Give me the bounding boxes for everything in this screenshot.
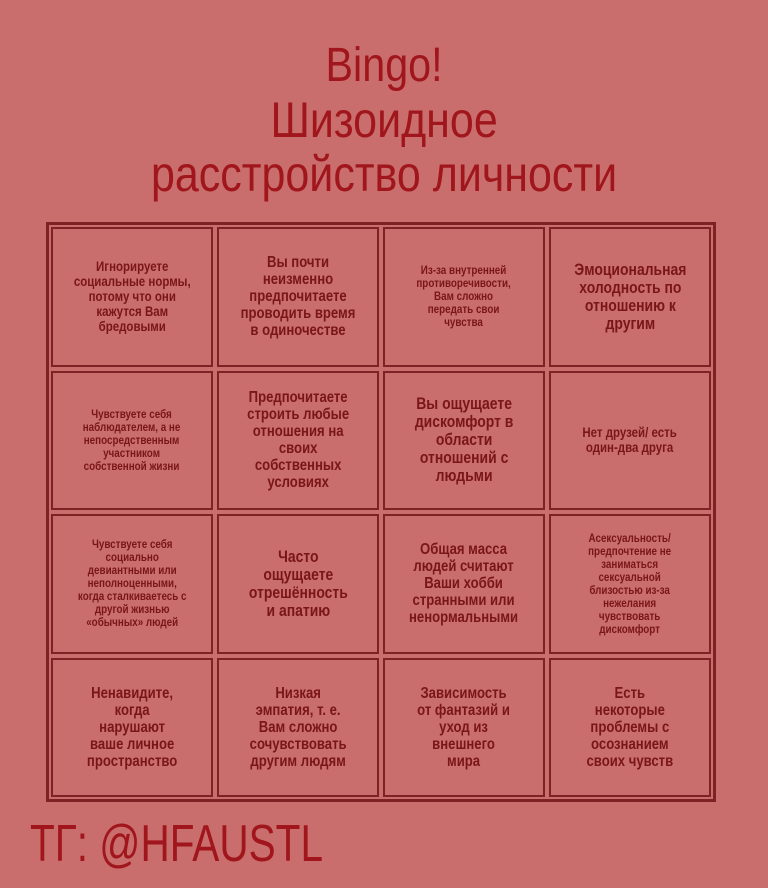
bingo-cell[interactable]: Чувствуете себя наблюдателем, а не непосредственным участником собственной жизни bbox=[51, 371, 213, 511]
bingo-cell[interactable]: Из-за внутренней противоречивости, Вам сложно передать свои чувства bbox=[383, 227, 545, 367]
telegram-handle: ТГ: @HFAUSTL bbox=[30, 815, 324, 873]
bingo-cell[interactable]: Общая масса людей считают Ваши хобби странными или ненормальными bbox=[383, 514, 545, 654]
bingo-cell[interactable]: Нет друзей/ есть один-два друга bbox=[549, 371, 711, 511]
bingo-cell[interactable]: Эмоциональная холодность по отношению к другим bbox=[549, 227, 711, 367]
title-bingo: Bingo! bbox=[325, 39, 443, 92]
bingo-cell[interactable]: Ненавидите, когда нарушают ваше личное пространство bbox=[51, 658, 213, 798]
bingo-cell[interactable]: Вы почти неизменно предпочитаете проводить время в одиночестве bbox=[217, 227, 379, 367]
title-line-3: расстройство личности bbox=[150, 146, 618, 202]
bingo-cell[interactable]: Игнорируете социальные нормы, потому что они кажутся Вам бредовыми bbox=[51, 227, 213, 367]
bingo-cell[interactable]: Низкая эмпатия, т. е. Вам сложно сочувствовать другим людям bbox=[217, 658, 379, 798]
bingo-cell[interactable]: Часто ощущаете отрешённость и апатию bbox=[217, 514, 379, 654]
bingo-cell[interactable]: Асексуальность/ предпочтение не заниматься сексуальной близостью из-за нежелания чувствовать дискомфорт bbox=[549, 514, 711, 654]
bingo-cell[interactable]: Зависимость от фантазий и уход из внешнего мира bbox=[383, 658, 545, 798]
title-line-2: Шизоидное bbox=[270, 92, 498, 148]
bingo-grid bbox=[46, 222, 716, 802]
bingo-cell[interactable]: Чувствуете себя социально девиантными или неполноценными, когда сталкиваетесь с другой жизнью «обычных» людей bbox=[51, 514, 213, 654]
bingo-cell[interactable]: Вы ощущаете дискомфорт в области отношений с людьми bbox=[383, 371, 545, 511]
bingo-cell[interactable]: Предпочитаете строить любые отношения на своих собственных условиях bbox=[217, 371, 379, 511]
bingo-cell[interactable]: Есть некоторые проблемы с осознанием своих чувств bbox=[549, 658, 711, 798]
